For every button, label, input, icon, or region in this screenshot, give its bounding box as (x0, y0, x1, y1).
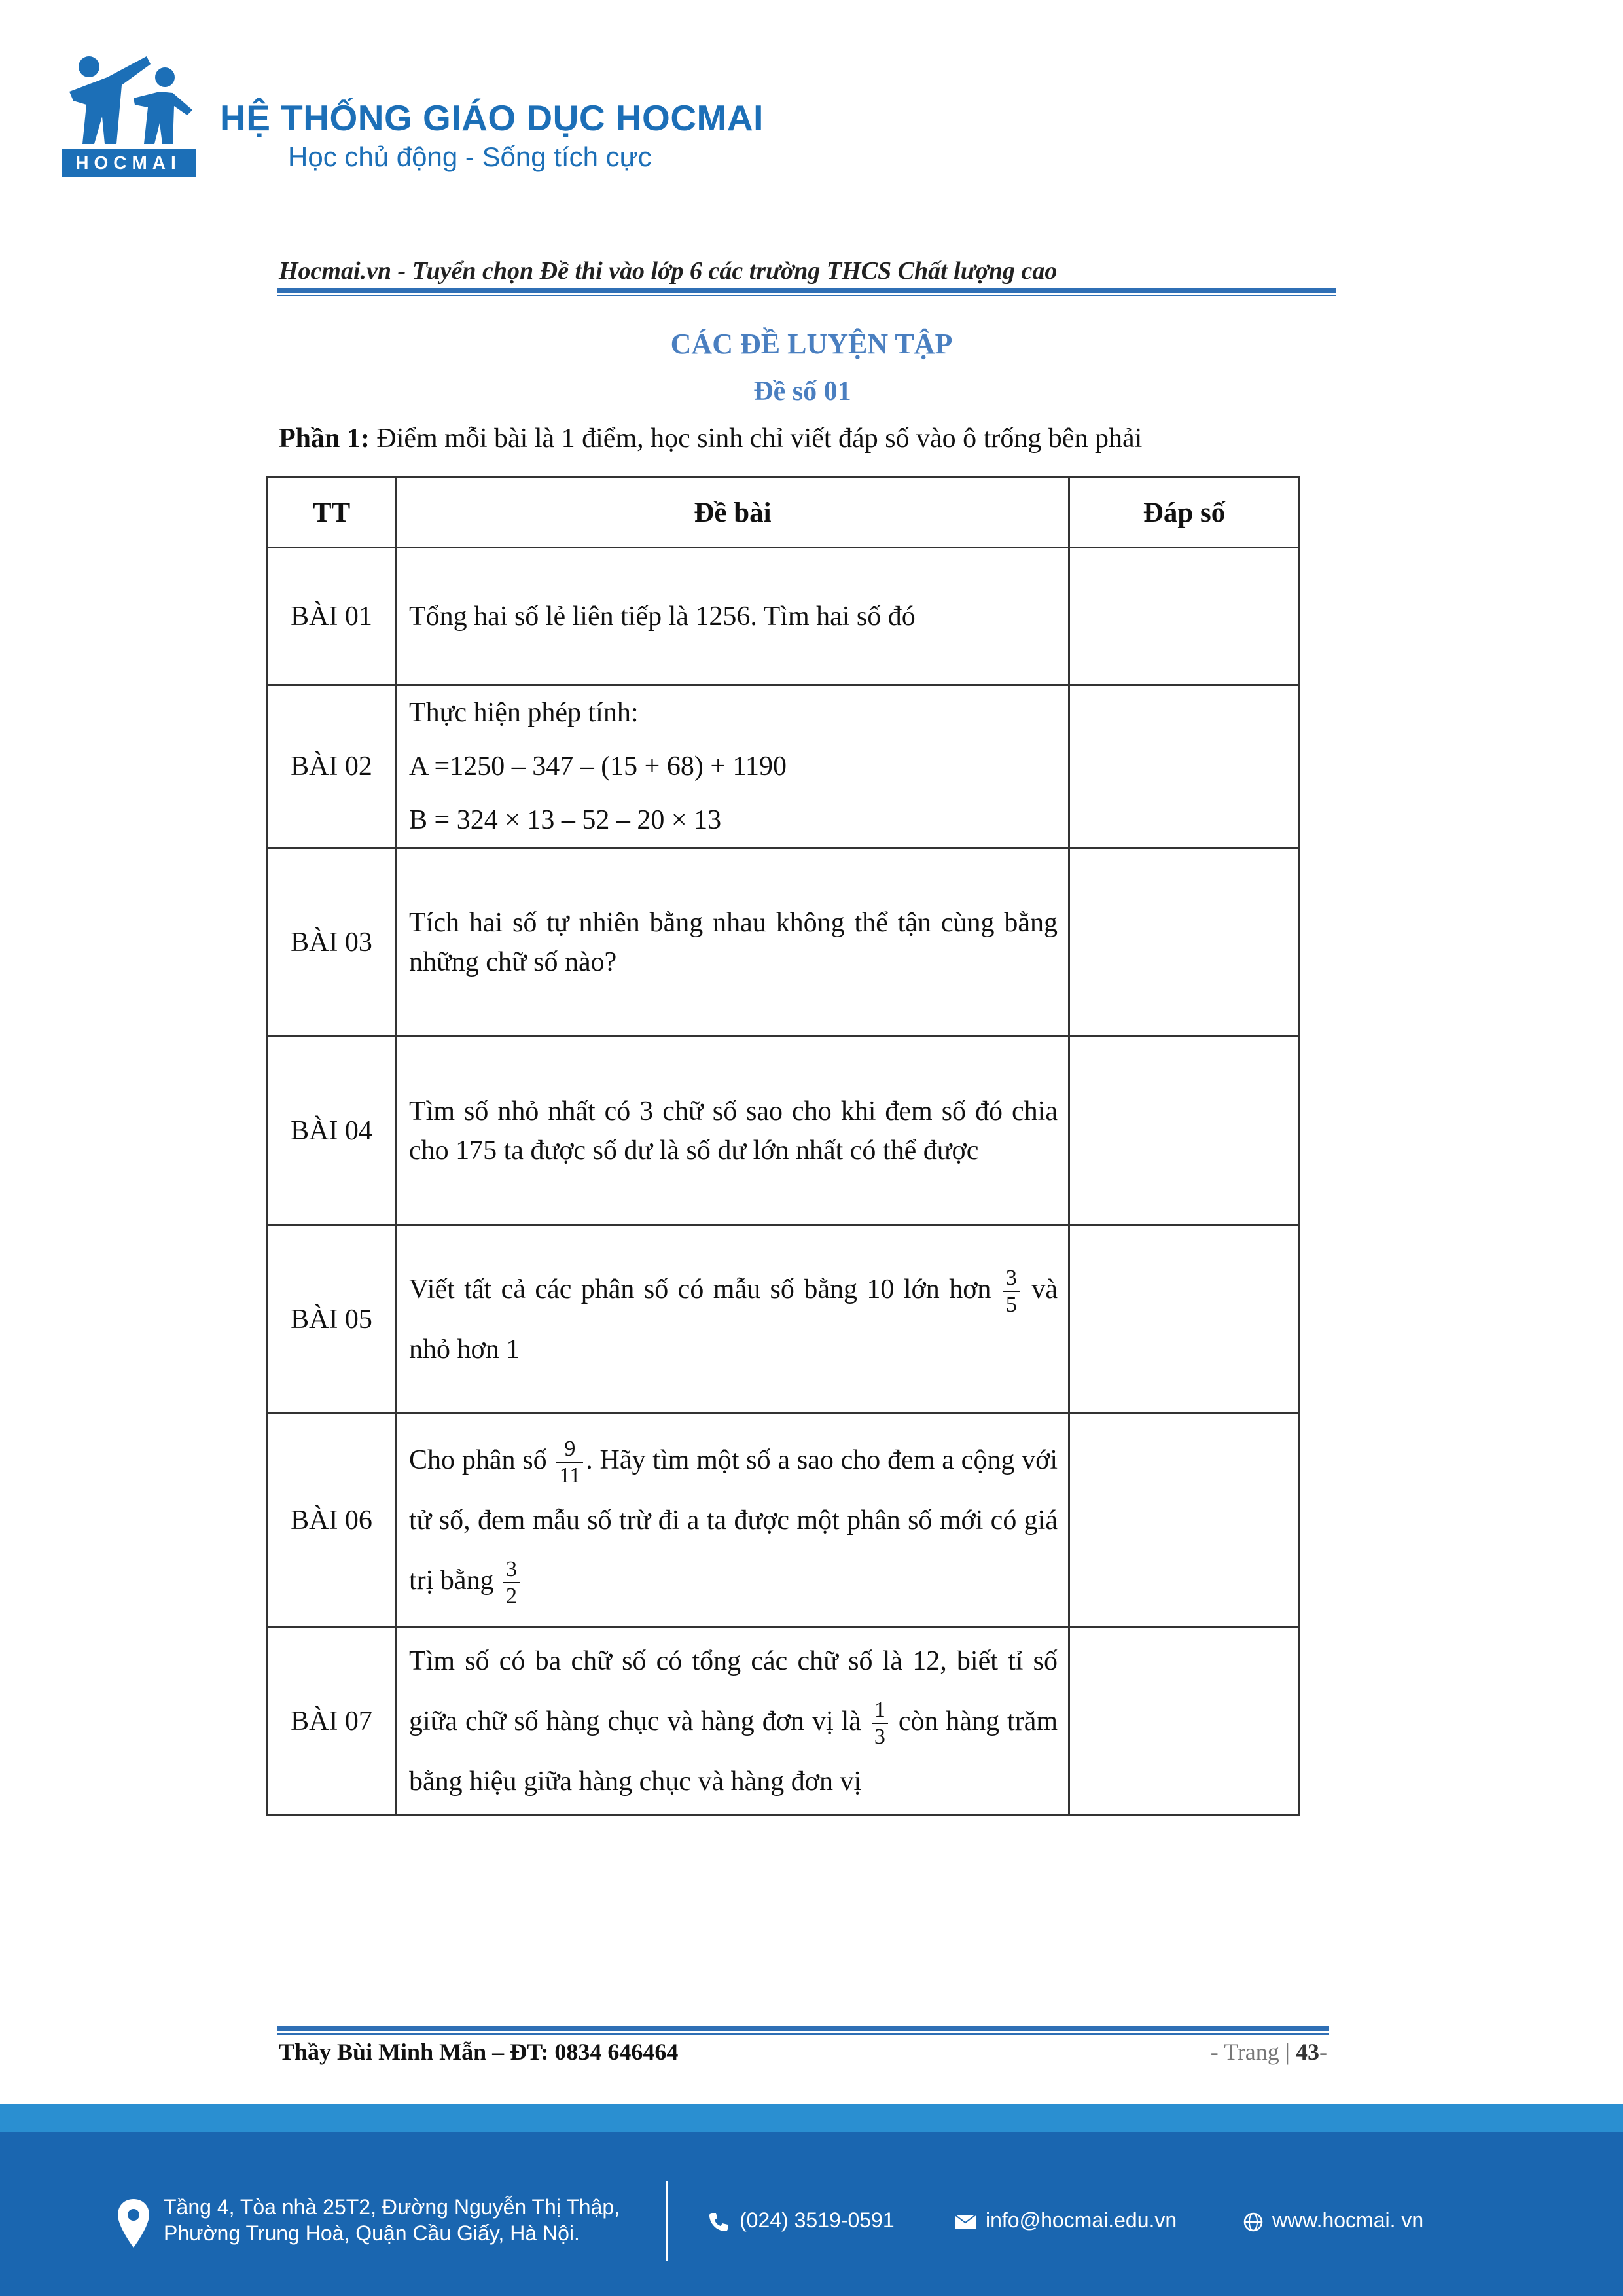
part-instruction (279, 423, 1142, 454)
fraction (503, 1556, 520, 1609)
page-number: 43 (1296, 2039, 1319, 2065)
question-line: A =1250 – 347 – (15 + 68) + 1190 (409, 751, 787, 781)
fraction-numerator: 3 (503, 1556, 520, 1583)
question-text: và nhỏ hơn 1 (409, 1274, 1058, 1365)
phone-icon (707, 2210, 730, 2234)
header-tt: TT (267, 478, 397, 548)
header-question: Đề bài (397, 478, 1069, 548)
exercise-number: BÀI 03 (267, 848, 397, 1037)
exercise-table (266, 476, 1300, 1816)
fraction-denominator: 5 (1005, 1292, 1017, 1317)
header-rule (277, 288, 1336, 293)
fraction (556, 1436, 583, 1488)
footer-rule (277, 2026, 1329, 2031)
table-row (267, 1037, 1300, 1225)
fraction-denominator: 2 (505, 1583, 517, 1608)
answer-cell[interactable] (1069, 1037, 1300, 1225)
page-prefix: - Trang | (1210, 2039, 1296, 2065)
page-suffix: - (1319, 2039, 1327, 2065)
fraction-numerator: 1 (872, 1697, 888, 1724)
header-answer: Đáp số (1069, 478, 1300, 548)
globe-icon (1243, 2212, 1263, 2232)
answer-cell[interactable] (1069, 685, 1300, 848)
table-row (267, 1225, 1300, 1414)
answer-cell[interactable] (1069, 848, 1300, 1037)
footer-phone (707, 2207, 895, 2234)
question-text: Cho phân số (409, 1444, 547, 1475)
exercise-question (397, 685, 1069, 848)
website-text[interactable]: www.hocmai. vn (1272, 2208, 1424, 2232)
hocmai-logo (62, 52, 196, 177)
footer-divider (666, 2181, 668, 2261)
question-text: . Hãy tìm một số a sao cho đem a cộng với tử số, đem mẫu số trừ đi a ta được một phân số mới có giá trị bằng (409, 1444, 1058, 1596)
mail-icon (954, 2214, 976, 2230)
exercise-question (397, 1225, 1069, 1414)
question-line: B = 324 × 13 – 52 – 20 × 13 (409, 805, 722, 835)
fraction (872, 1697, 888, 1749)
fraction-denominator: 3 (874, 1724, 885, 1749)
question-line: Thực hiện phép tính: (409, 698, 639, 728)
part-label: Phần 1: (279, 423, 370, 454)
fraction (1003, 1265, 1020, 1318)
exercise-question: Tổng hai số lẻ liên tiếp là 1256. Tìm hai số đó (397, 548, 1069, 685)
question-text: Tìm số có ba chữ số có tổng các chữ số là 12, biết tỉ số giữa chữ số hàng chục và hàng đơn vị là (409, 1645, 1058, 1736)
page-indicator (1211, 2038, 1327, 2066)
exercise-number: BÀI 05 (267, 1225, 397, 1414)
email-text[interactable]: info@hocmai.edu.vn (986, 2208, 1177, 2232)
footer-author: Thầy Bùi Minh Mẫn – ĐT: 0834 646464 (279, 2039, 679, 2065)
answer-cell[interactable] (1069, 548, 1300, 685)
answer-cell[interactable] (1069, 1414, 1300, 1627)
footer-email (954, 2207, 1177, 2233)
exercise-question (397, 1627, 1069, 1816)
footer-band-light (0, 2104, 1623, 2132)
answer-cell[interactable] (1069, 1627, 1300, 1816)
table-row (267, 548, 1300, 685)
location-pin-icon (116, 2198, 151, 2249)
exercise-number: BÀI 02 (267, 685, 397, 848)
running-header: Hocmai.vn - Tuyển chọn Đề thi vào lớp 6 các trường THCS Chất lượng cao (279, 257, 1058, 285)
address-line: Phường Trung Hoà, Quận Cầu Giấy, Hà Nội. (164, 2221, 580, 2245)
exercise-question (397, 1414, 1069, 1627)
brand-slogan: Học chủ động - Sống tích cực (288, 141, 652, 172)
table-row (267, 1627, 1300, 1816)
phone-text: (024) 3519-0591 (740, 2208, 895, 2232)
part-text: Điểm mỗi bài là 1 điểm, học sinh chỉ viết đáp số vào ô trống bên phải (376, 423, 1143, 454)
exercise-number: BÀI 06 (267, 1414, 397, 1627)
exercise-question: Tìm số nhỏ nhất có 3 chữ số sao cho khi đem số đó chia cho 175 ta được số dư là số dư lớn nhất có thể được (397, 1037, 1069, 1225)
address-line: Tầng 4, Tòa nhà 25T2, Đường Nguyễn Thị Thập, (164, 2195, 620, 2219)
question-text: còn hàng trăm bằng hiệu giữa hàng chục và hàng đơn vị (409, 1706, 1058, 1797)
exercise-number: BÀI 01 (267, 548, 397, 685)
exercise-number: BÀI 07 (267, 1627, 397, 1816)
question-text: Viết tất cả các phân số có mẫu số bằng 10 lớn hơn (409, 1274, 991, 1304)
fraction-numerator: 9 (556, 1436, 583, 1463)
fraction-numerator: 3 (1003, 1265, 1020, 1292)
table-row (267, 848, 1300, 1037)
table-row (267, 685, 1300, 848)
footer-band (0, 2132, 1623, 2296)
table-header-row (267, 478, 1300, 548)
brand-name: HỆ THỐNG GIÁO DỤC HOCMAI (220, 98, 764, 138)
footer-rule-thin (277, 2033, 1329, 2035)
answer-cell[interactable] (1069, 1225, 1300, 1414)
footer-address (164, 2194, 620, 2246)
fraction-denominator: 11 (559, 1463, 581, 1488)
exam-title: Đề số 01 (753, 376, 851, 406)
exercise-question: Tích hai số tự nhiên bằng nhau không thể tận cùng bằng những chữ số nào? (397, 848, 1069, 1037)
logo-text: HOCMAI (75, 152, 181, 173)
header-rule-thin (277, 295, 1336, 296)
footer-website (1243, 2207, 1423, 2233)
section-title: CÁC ĐỀ LUYỆN TẬP (670, 328, 953, 360)
exercise-number: BÀI 04 (267, 1037, 397, 1225)
table-row (267, 1414, 1300, 1627)
